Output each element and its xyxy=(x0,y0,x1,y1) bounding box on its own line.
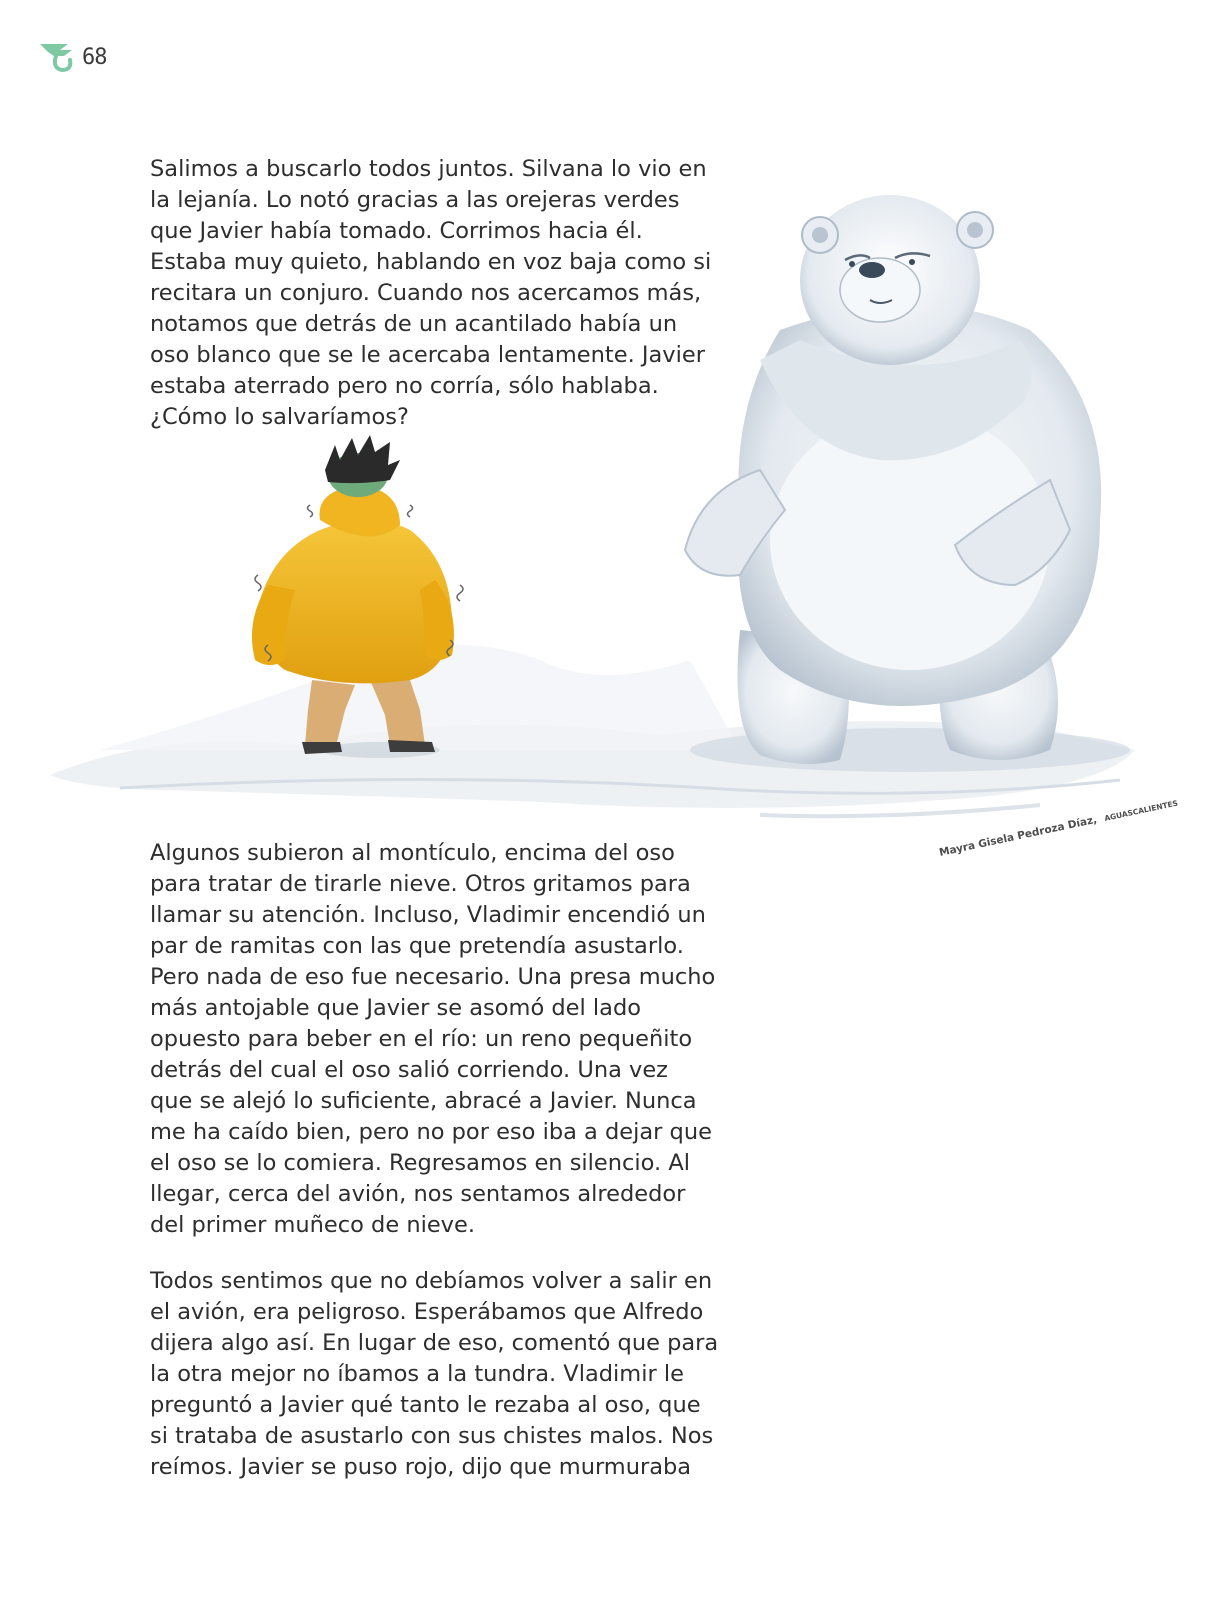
text-line: Pero nada de eso fue necesario. Una presa mucho xyxy=(150,964,716,990)
text-line: dijera algo así. En lugar de eso, comentó que para xyxy=(150,1330,719,1356)
text-line: más antojable que Javier se asomó del lado xyxy=(150,995,642,1021)
book-emblem-icon xyxy=(38,40,76,74)
story-paragraph-3 xyxy=(150,1266,750,1483)
text-line: la lejanía. Lo notó gracias a las orejeras verdes xyxy=(150,187,680,213)
text-line: reímos. Javier se puso rojo, dijo que murmuraba xyxy=(150,1454,692,1480)
text-line: preguntó a Javier qué tanto le rezaba al oso, que xyxy=(150,1392,701,1418)
text-line: estaba aterrado pero no corría, sólo hablaba. xyxy=(150,373,659,399)
text-line: que Javier había tomado. Corrimos hacia él. xyxy=(150,218,643,244)
paragraph-text xyxy=(150,1266,750,1483)
text-line: opuesto para beber en el río: un reno pequeñito xyxy=(150,1026,693,1052)
credit-author: Mayra Gisela Pedroza Díaz, xyxy=(938,813,1099,859)
text-line: me ha caído bien, pero no por eso iba a dejar que xyxy=(150,1119,712,1145)
text-line: detrás del cual el oso salió corriendo. Una vez xyxy=(150,1057,668,1083)
text-line: Estaba muy quieto, hablando en voz baja como si xyxy=(150,249,712,275)
credit-text xyxy=(938,798,1179,860)
text-line: para tratar de tirarle nieve. Otros gritamos para xyxy=(150,871,691,897)
text-line: la otra mejor no íbamos a la tundra. Vladimir le xyxy=(150,1361,684,1387)
story-paragraph-2 xyxy=(150,838,750,1241)
polar-bear xyxy=(685,195,1130,772)
page-number: 68 xyxy=(82,44,107,70)
text-line: el oso se lo comiera. Regresamos en silencio. Al xyxy=(150,1150,690,1176)
illustration-credit xyxy=(938,798,1179,860)
text-line: Algunos subieron al montículo, encima del oso xyxy=(150,840,675,866)
text-line: llegar, cerca del avión, nos sentamos alrededor xyxy=(150,1181,686,1207)
text-line: del primer muñeco de nieve. xyxy=(150,1212,475,1238)
text-line: ¿Cómo lo salvaríamos? xyxy=(150,404,409,430)
credit-place: AGUASCALIENTES xyxy=(1103,798,1179,823)
text-line: par de ramitas con las que pretendía asustarlo. xyxy=(150,933,684,959)
text-line: si trataba de asustarlo con sus chistes malos. Nos xyxy=(150,1423,714,1449)
page-header xyxy=(38,40,107,74)
text-line: oso blanco que se le acercaba lentamente. Javier xyxy=(150,342,705,368)
text-line: recitara un conjuro. Cuando nos acercamos más, xyxy=(150,280,702,306)
text-line: llamar su atención. Incluso, Vladimir encendió un xyxy=(150,902,706,928)
paragraph-text xyxy=(150,838,750,1241)
text-line: Todos sentimos que no debíamos volver a salir en xyxy=(150,1268,713,1294)
text-line: que se alejó lo suficiente, abracé a Javier. Nunca xyxy=(150,1088,697,1114)
text-line: notamos que detrás de un acantilado había un xyxy=(150,311,678,337)
text-line: Salimos a buscarlo todos juntos. Silvana lo vio en xyxy=(150,156,707,182)
illustration-art xyxy=(40,190,1150,850)
text-line: el avión, era peligroso. Esperábamos que Alfredo xyxy=(150,1299,704,1325)
boy-and-polar-bear-illustration xyxy=(40,190,1150,850)
